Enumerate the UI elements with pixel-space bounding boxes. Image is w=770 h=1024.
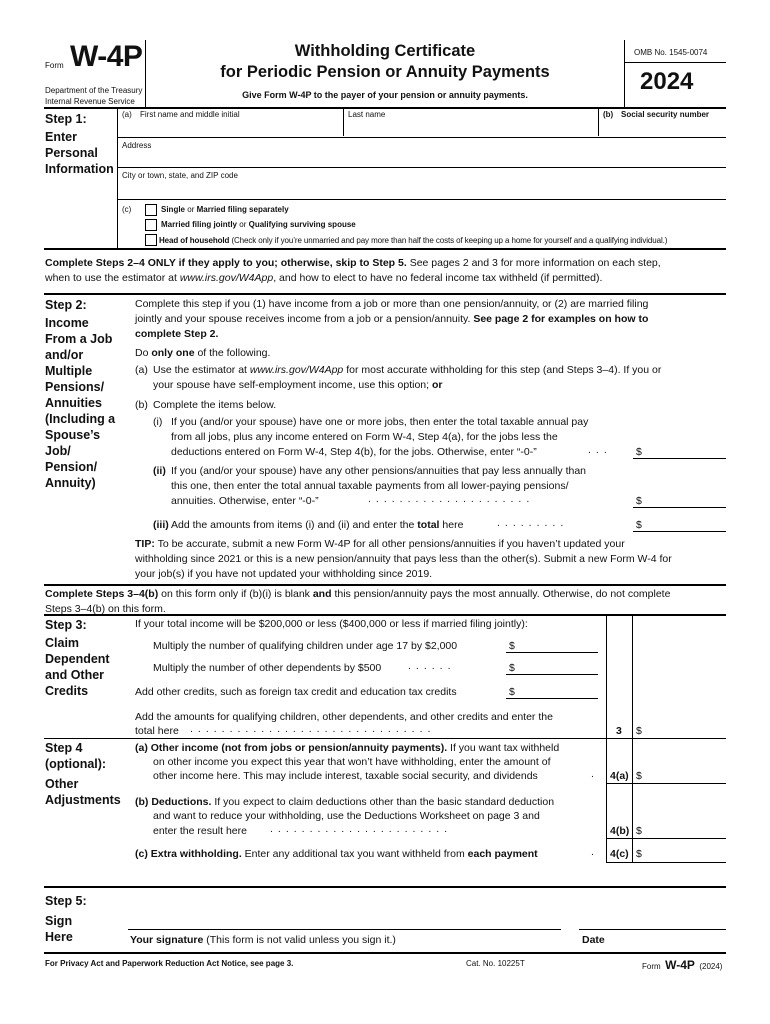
line-4c-dollar: $ bbox=[636, 848, 642, 860]
address-field[interactable] bbox=[122, 152, 722, 166]
date-field[interactable] bbox=[582, 900, 724, 928]
complete-steps-note-2: when to use the estimator at www.irs.gov/W4App, and how to elect to have no federal income tax withheld (if permitted). bbox=[45, 272, 603, 284]
form-title-1: Withholding Certificate bbox=[294, 42, 476, 60]
item-iii-line: Add the amounts from items (i) and (ii) and enter the total here bbox=[171, 519, 464, 531]
step3-add-line-2: total here bbox=[135, 725, 179, 737]
head-of-household-checkbox[interactable] bbox=[145, 234, 157, 246]
option-a-tag: (a) bbox=[135, 364, 148, 376]
form-word: Form bbox=[45, 61, 64, 70]
step3-intro: If your total income will be $200,000 or less ($400,000 or less if married filing jointly): bbox=[135, 618, 528, 630]
tip-line-1: TIP: To be accurate, submit a new Form W-4P for all other pensions/annuities if you haven’t updated your bbox=[135, 538, 625, 550]
head-of-household-option: Head of household (Check only if you’re unmarried and pay more than half the costs of keeping up a home for yourself and a qualifying individual.) bbox=[159, 236, 668, 245]
option-b-tag: (b) bbox=[135, 399, 148, 411]
line-4b-dollar: $ bbox=[636, 825, 642, 837]
deductions-line-2: and want to reduce your withholding, use the Deductions Worksheet on page 3 and bbox=[153, 810, 540, 822]
other-income-line-3: other income here. This may include interest, taxable social security, and dividends bbox=[153, 770, 538, 782]
signature-label: Your signature (This form is not valid unless you sign it.) bbox=[130, 934, 396, 946]
item-i-amount-field[interactable] bbox=[633, 447, 726, 459]
irs-label: Internal Revenue Service bbox=[45, 97, 135, 106]
step5-label: Step 5: Sign Here bbox=[45, 894, 87, 944]
deductions-line-3: enter the result here bbox=[153, 825, 247, 837]
line-4a-number: 4(a) bbox=[610, 770, 629, 782]
married-jointly-option: Married filing jointly or Qualifying surviving spouse bbox=[161, 220, 356, 229]
other-income-line-1: (a) Other income (not from jobs or pension/annuity payments). If you want tax withheld bbox=[135, 742, 560, 754]
step2-intro-1: Complete this step if you (1) have income from a job or more than one pension/annuity, or (2) are married filing bbox=[135, 298, 649, 310]
omb-number: OMB No. 1545-0074 bbox=[634, 48, 708, 57]
give-instruction: Give Form W-4P to the payer of your pension or annuity payments. bbox=[242, 90, 528, 100]
address-label: Address bbox=[122, 141, 152, 150]
option-a-line-2: your spouse have self-employment income, use this option; or bbox=[153, 379, 443, 391]
ssn-tag: (b) bbox=[603, 110, 614, 119]
line-3-number: 3 bbox=[616, 725, 622, 737]
catalog-number: Cat. No. 10225T bbox=[466, 959, 525, 968]
first-name-field[interactable] bbox=[122, 122, 342, 136]
line-4a-amount-field[interactable] bbox=[646, 767, 724, 782]
date-label: Date bbox=[582, 934, 605, 946]
line-3-amount-field[interactable] bbox=[646, 722, 724, 737]
married-jointly-checkbox[interactable] bbox=[145, 219, 157, 231]
other-credits-line: Add other credits, such as foreign tax credit and education tax credits bbox=[135, 686, 457, 698]
city-label: City or town, state, and ZIP code bbox=[122, 171, 238, 180]
item-i-line-1: If you (and/or your spouse) have one or more jobs, then enter the total taxable annual pay bbox=[171, 416, 589, 428]
option-b-line: Complete the items below. bbox=[153, 399, 277, 411]
line-4b-amount-field[interactable] bbox=[646, 822, 724, 837]
first-name-tag: (a) bbox=[122, 110, 132, 119]
form-title-2: for Periodic Pension or Annuity Payments bbox=[220, 63, 550, 81]
item-i-dollar: $ bbox=[636, 446, 642, 458]
step1-label: Step 1: Enter Personal Information bbox=[45, 112, 114, 176]
item-ii-tag: (ii) bbox=[153, 465, 166, 477]
ssn-field[interactable] bbox=[603, 122, 723, 136]
children-amount-field[interactable] bbox=[506, 641, 598, 653]
line-4c-amount-field[interactable] bbox=[646, 845, 724, 860]
other-income-line-2: on other income you expect this year that won’t have withholding, enter the amount of bbox=[153, 756, 551, 768]
item-ii-line-1: If you (and/or your spouse) have any other pensions/annuities that pay less annually than bbox=[171, 465, 587, 477]
step3-label: Step 3: Claim Dependent and Other Credits bbox=[45, 618, 110, 698]
item-iii-amount-field[interactable] bbox=[633, 520, 726, 532]
other-dependents-dollar: $ bbox=[509, 662, 515, 674]
first-name-label: First name and middle initial bbox=[140, 110, 240, 119]
other-dependents-amount-field[interactable] bbox=[506, 663, 598, 675]
form-number: W-4P bbox=[70, 40, 143, 73]
item-ii-line-2: this one, then enter the total annual taxable payments from all lower-paying pensions/ bbox=[171, 480, 569, 492]
single-option: Single or Married filing separately bbox=[161, 205, 289, 214]
item-i-line-3: deductions entered on Form W-4, Step 4(b), for the jobs. Otherwise, enter “-0-” bbox=[171, 446, 537, 458]
item-iii-dollar: $ bbox=[636, 519, 642, 531]
tip-line-3: your job(s) if you have not updated your withholding since 2019. bbox=[135, 568, 433, 580]
item-ii-dollar: $ bbox=[636, 495, 642, 507]
city-field[interactable] bbox=[122, 183, 722, 197]
item-i-tag: (i) bbox=[153, 416, 163, 428]
step4-label: Step 4 (optional): Other Adjustments bbox=[45, 741, 121, 807]
last-name-label: Last name bbox=[348, 110, 386, 119]
complete-34-note: Complete Steps 3–4(b) on this form only if (b)(i) is blank and this pension/annuity pays the most annually. Otherwise, do not complete bbox=[45, 588, 671, 600]
signature-field[interactable] bbox=[128, 900, 558, 928]
footer-form-id: Form W-4P (2024) bbox=[642, 958, 723, 972]
step3-add-line-1: Add the amounts for qualifying children, other dependents, and other credits and enter the bbox=[135, 711, 553, 723]
tax-year: 2024 bbox=[640, 68, 694, 95]
ssn-label: Social security number bbox=[621, 110, 710, 119]
option-a-line-1: Use the estimator at www.irs.gov/W4App for most accurate withholding for this step (and Steps 3–4). If you or bbox=[153, 364, 662, 376]
line-4a-dollar: $ bbox=[636, 770, 642, 782]
extra-withholding-line: (c) Extra withholding. Enter any additional tax you want withheld from each payment bbox=[135, 848, 538, 860]
item-ii-amount-field[interactable] bbox=[633, 496, 726, 508]
children-line: Multiply the number of qualifying children under age 17 by $2,000 bbox=[153, 640, 458, 652]
treasury-dept: Department of the Treasury bbox=[45, 86, 143, 95]
line-4c-number: 4(c) bbox=[610, 848, 629, 860]
last-name-field[interactable] bbox=[348, 122, 596, 136]
line-3-dollar: $ bbox=[636, 725, 642, 737]
item-i-line-2: from all jobs, plus any income entered on Form W-4, Step 4(a), for the jobs less the bbox=[171, 431, 558, 443]
other-credits-dollar: $ bbox=[509, 686, 515, 698]
step2-intro-3: complete Step 2. bbox=[135, 328, 219, 340]
children-dollar: $ bbox=[509, 640, 515, 652]
item-iii-tag: (iii) bbox=[153, 519, 169, 531]
privacy-notice: For Privacy Act and Paperwork Reduction Act Notice, see page 3. bbox=[45, 959, 294, 968]
complete-steps-note: Complete Steps 2–4 ONLY if they apply to you; otherwise, skip to Step 5. See pages 2 and 3 for more information on each step, bbox=[45, 257, 661, 269]
filing-status-tag: (c) bbox=[122, 205, 132, 214]
step2-label: Step 2: Income From a Job and/or Multiple Pensions/ Annuities (Including a Spouse’s Job/ Pension/ Annuity) bbox=[45, 298, 116, 490]
deductions-line-1: (b) Deductions. If you expect to claim deductions other than the basic standard deduction bbox=[135, 796, 555, 808]
other-dependents-line: Multiply the number of other dependents by $500 bbox=[153, 662, 382, 674]
item-ii-line-3: annuities. Otherwise, enter “-0-” bbox=[171, 495, 319, 507]
do-only-one: Do only one of the following. bbox=[135, 347, 271, 359]
complete-34-note-2: Steps 3–4(b) on this form. bbox=[45, 603, 166, 615]
other-credits-amount-field[interactable] bbox=[506, 687, 598, 699]
single-checkbox[interactable] bbox=[145, 204, 157, 216]
line-4b-number: 4(b) bbox=[610, 825, 630, 837]
step2-intro-2: jointly and your spouse receives income from a job or a pension/annuity. See page 2 for examples on how to bbox=[135, 313, 649, 325]
tip-line-2: withholding since 2021 or this is a new pension/annuity that pays less than the other(s). Submit a new Form W-4 for bbox=[135, 553, 672, 565]
